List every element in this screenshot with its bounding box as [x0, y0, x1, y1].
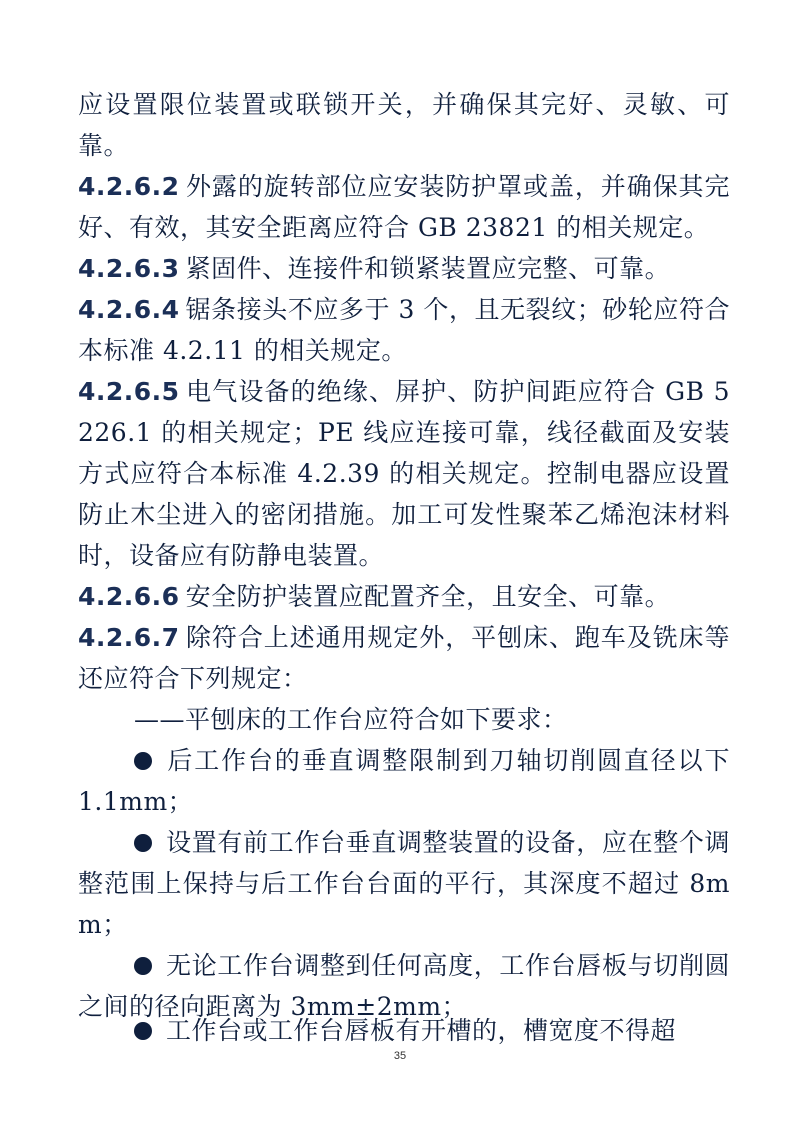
bullet-icon	[134, 1022, 152, 1040]
clause-4-2-6-6	[78, 576, 730, 617]
clause-4-2-6-7	[78, 617, 730, 699]
paragraph-continuation	[78, 84, 730, 166]
clause-text: 电气设备的绝缘、屏护、防护间距应符合 GB 5226.1 的相关规定；PE 线应连接可靠，线径截面及安装方式应符合本标准 4.2.39 的相关规定。控制电器应设置防止木尘进入的密闭措施。加工可发性聚苯乙烯泡沫材料时，设备应有防静电装置。	[78, 377, 730, 570]
clause-number: 4.2.6.6	[78, 582, 180, 611]
clause-4-2-6-3	[78, 248, 730, 289]
clause-number: 4.2.6.4	[78, 295, 180, 324]
bullet-icon	[134, 834, 152, 852]
bullet-item-4	[78, 1010, 730, 1051]
clause-text: 安全防护装置应配置齐全，且安全、可靠。	[185, 582, 671, 611]
dash-item-text: ——平刨床的工作台应符合如下要求：	[134, 705, 568, 734]
clause-number: 4.2.6.2	[78, 172, 180, 201]
clause-4-2-6-4	[78, 289, 730, 371]
clause-text: 锯条接头不应多于 3 个，且无裂纹；砂轮应符合本标准 4.2.11 的相关规定。	[78, 295, 730, 365]
clause-number: 4.2.6.5	[78, 377, 180, 406]
clause-text: 外露的旋转部位应安装防护罩或盖，并确保其完好、有效，其安全距离应符合 GB 23821 的相关规定。	[78, 172, 730, 242]
bullet-text: 设置有前工作台垂直调整装置的设备，应在整个调整范围上保持与后工作台台面的平行，其深度不超过 8mm；	[78, 828, 730, 939]
paragraph-text: 应设置限位装置或联锁开关，并确保其完好、灵敏、可靠。	[78, 90, 730, 160]
bullet-text: 无论工作台调整到任何高度，工作台唇板与切削圆之间的径向距离为 3mm±2mm；	[78, 951, 730, 1021]
clause-text: 除符合上述通用规定外，平刨床、跑车及铣床等还应符合下列规定：	[78, 623, 730, 693]
clause-4-2-6-5	[78, 371, 730, 576]
bullet-icon	[134, 752, 152, 770]
clause-4-2-6-2	[78, 166, 730, 248]
bullet-item-2	[78, 822, 730, 945]
clause-number: 4.2.6.7	[78, 623, 180, 652]
dash-item	[78, 699, 730, 740]
bullet-item-1	[78, 740, 730, 822]
clause-text: 紧固件、连接件和锁紧装置应完整、可靠。	[185, 254, 671, 283]
clause-number: 4.2.6.3	[78, 254, 180, 283]
bullet-text: 后工作台的垂直调整限制到刀轴切削圆直径以下 1.1mm；	[78, 746, 730, 816]
bullet-text: 工作台或工作台唇板有开槽的，槽宽度不得超	[166, 1016, 677, 1045]
bullet-icon	[134, 957, 152, 975]
page-number: 35	[393, 1050, 407, 1062]
